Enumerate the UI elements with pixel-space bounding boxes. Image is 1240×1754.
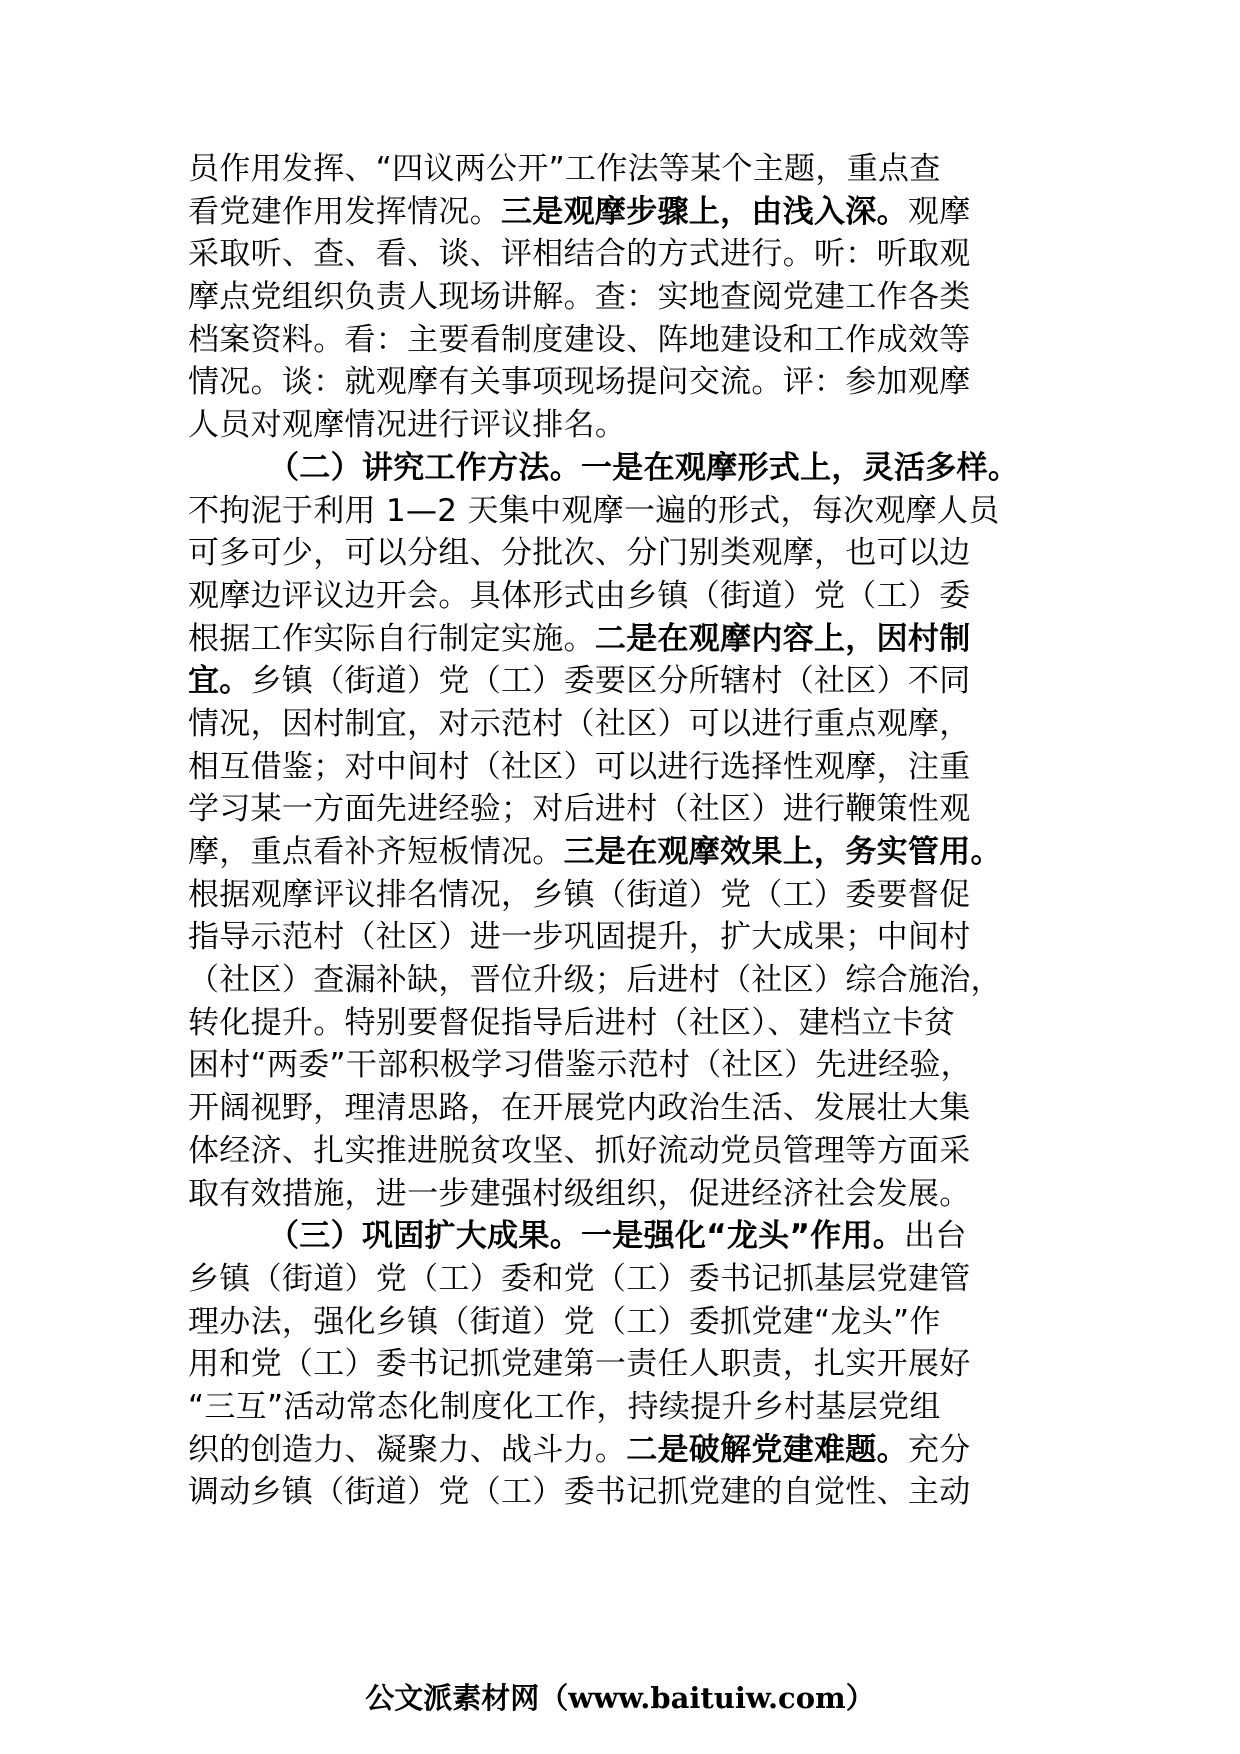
bold-text-segment: 三是在观摩效果上，务实管用。: [563, 834, 1002, 870]
text-segment: 采取听、查、看、谈、评相结合的方式进行。听：听取观: [188, 236, 971, 273]
text-line: [188, 660, 1060, 703]
text-line: [188, 447, 1060, 490]
text-segment: 学习某一方面先进经验；对后进村（社区）进行鞭策性观: [188, 791, 971, 828]
text-line: [188, 1343, 1060, 1386]
text-segment: 观摩: [907, 193, 971, 230]
text-line: [188, 874, 1060, 917]
text-segment: 乡镇（街道）党（工）委要区分所辖村（社区）不同: [250, 663, 971, 700]
text-line: [188, 1173, 1060, 1216]
bold-text-segment: 二是在观摩内容上，因村制: [594, 620, 971, 657]
text-segment: 摩，重点看补齐短板情况。: [188, 834, 564, 870]
text-line: [188, 1087, 1060, 1130]
text-segment: 档案资料。看：主要看制度建设、阵地建设和工作成效等: [188, 321, 971, 358]
text-line: [188, 148, 1060, 191]
text-segment: 出台: [904, 1218, 967, 1255]
text-line: [188, 532, 1060, 575]
text-segment: 困村“两委”干部积极学习借鉴示范村（社区）先进经验，: [188, 1047, 972, 1084]
text-line: [188, 1301, 1060, 1344]
text-segment: 理办法，强化乡镇（街道）党（工）委抓党建“龙头”作: [188, 1303, 941, 1340]
text-line: [188, 1044, 1060, 1087]
text-line: [188, 575, 1060, 618]
text-segment: “三互”活动常态化制度化工作，持续提升乡村基层党组: [188, 1388, 941, 1425]
text-line: [188, 1386, 1060, 1429]
text-segment: 情况，因村制宜，对示范村（社区）可以进行重点观摩，: [188, 705, 971, 742]
text-line: [188, 404, 1060, 447]
bold-text-segment: 二是破解党建难题。: [626, 1431, 908, 1468]
text-line: [188, 916, 1060, 959]
text-segment: 开阔视野，理清思路，在开展党内政治生活、发展壮大集: [188, 1090, 971, 1127]
text-line: [188, 746, 1060, 789]
text-line: [188, 191, 1060, 234]
text-segment: （社区）查漏补缺，晋位升级；后进村（社区）综合施治，: [188, 962, 1002, 999]
text-segment: 调动乡镇（街道）党（工）委书记抓党建的自觉性、主动: [188, 1474, 971, 1511]
text-line: [188, 233, 1060, 276]
text-line: [188, 1429, 1060, 1472]
text-line: [188, 959, 1060, 1002]
text-segment: 情况。谈：就观摩有关事项现场提问交流。评：参加观摩: [188, 364, 971, 401]
text-segment: 观摩边评议边开会。具体形式由乡镇（街道）党（工）委: [188, 577, 971, 614]
text-segment: 指导示范村（社区）进一步巩固提升，扩大成果；中间村: [188, 919, 971, 956]
bold-text-segment: 三是观摩步骤上，由浅入深。: [501, 193, 908, 230]
bold-text-segment: （二）讲究工作方法。一是在观摩形式上，灵活多样。: [268, 449, 1020, 486]
text-line: [188, 319, 1060, 362]
text-segment: 体经济、扎实推进脱贫攻坚、抓好流动党员管理等方面采: [188, 1132, 971, 1169]
text-segment: 相互借鉴；对中间村（社区）可以进行选择性观摩，注重: [188, 748, 971, 785]
text-segment: 乡镇（街道）党（工）委和党（工）委书记抓基层党建管: [188, 1260, 971, 1297]
bold-text-segment: （三）巩固扩大成果。一是强化“龙头”作用。: [268, 1218, 905, 1255]
text-line: [188, 1471, 1060, 1514]
text-line: [188, 361, 1060, 404]
text-line: [188, 490, 1060, 533]
text-segment: 员作用发挥、“四议两公开”工作法等某个主题，重点查: [188, 151, 941, 187]
text-line: [188, 703, 1060, 746]
text-segment: 取有效措施，进一步建强村级组织，促进经济社会发展。: [188, 1175, 971, 1212]
text-segment: 根据观摩评议排名情况，乡镇（街道）党（工）委要督促: [188, 876, 971, 913]
text-segment: 用和党（工）委书记抓党建第一责任人职责，扎实开展好: [188, 1346, 971, 1383]
page-footer: 公文派素材网（www.baituiw.com）: [365, 1681, 875, 1715]
text-segment: 摩点党组织负责人现场讲解。查：实地查阅党建工作各类: [188, 279, 971, 316]
text-line: [188, 1215, 1060, 1258]
text-line: [188, 1258, 1060, 1301]
text-line: [188, 831, 1060, 874]
text-segment: 看党建作用发挥情况。: [188, 193, 501, 230]
text-line: [188, 276, 1060, 319]
text-segment: 不拘泥于利用 1—2 天集中观摩一遍的形式，每次观摩人员: [188, 492, 1000, 529]
text-segment: 可多可少，可以分组、分批次、分门别类观摩，也可以边: [188, 535, 971, 572]
text-line: [188, 1130, 1060, 1173]
bold-text-segment: 宜。: [188, 663, 251, 700]
document-body: [188, 148, 1060, 1514]
text-line: [188, 788, 1060, 831]
text-segment: 织的创造力、凝聚力、战斗力。: [188, 1431, 627, 1468]
text-line: [188, 1002, 1060, 1045]
text-segment: 根据工作实际自行制定实施。: [188, 620, 595, 657]
text-segment: 转化提升。特别要督促指导后进村（社区）、建档立卡贫: [188, 1004, 955, 1041]
text-segment: 充分: [907, 1431, 971, 1468]
text-line: [188, 618, 1060, 661]
text-segment: 人员对观摩情况进行评议排名。: [188, 407, 627, 444]
